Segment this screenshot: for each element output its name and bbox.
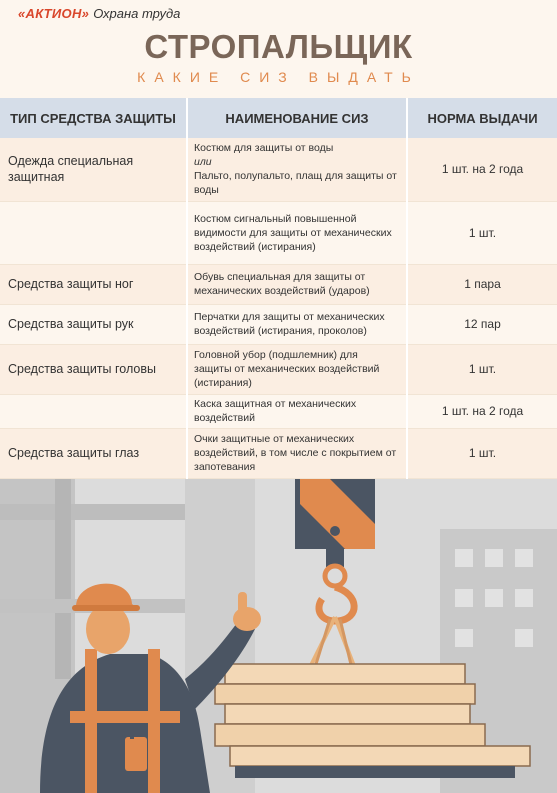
cell-type: Средства защиты головы: [0, 344, 187, 394]
brand-subtitle: Охрана труда: [93, 6, 181, 21]
rigger-lifting-illustration: [0, 479, 557, 793]
table-row: [0, 394, 557, 428]
column-header-name: НАИМЕНОВАНИЕ СИЗ: [187, 98, 407, 138]
column-header-type: ТИП СРЕДСТВА ЗАЩИТЫ: [0, 98, 187, 138]
cell-type: Средства защиты рук: [0, 304, 187, 344]
cell-name: Головной убор (подшлемник) для защиты от механических воздействий (истирания): [187, 344, 407, 394]
cell-name: Перчатки для защиты от механических воздействий (истирания, проколов): [187, 304, 407, 344]
table-row: [0, 344, 557, 394]
cell-norm: 1 пара: [407, 264, 557, 304]
cell-norm: 1 шт.: [407, 201, 557, 264]
cell-norm: 12 пар: [407, 304, 557, 344]
cell-name: Каска защитная от механических воздействий: [187, 394, 407, 428]
table-header-row: [0, 98, 557, 138]
ppe-table: [0, 98, 557, 479]
cell-name: [187, 138, 407, 201]
page-title: СТРОПАЛЬЩИК: [144, 28, 413, 65]
cell-type: Средства защиты ног: [0, 264, 187, 304]
cell-name-option-a: Костюм для защиты от воды: [194, 142, 334, 155]
cell-norm: 1 шт.: [407, 428, 557, 478]
cell-type: [0, 394, 187, 428]
table-row: [0, 264, 557, 304]
illustration-rigger: [0, 479, 557, 793]
cell-type: Одежда специальная защитная: [0, 138, 187, 201]
page-subtitle: КАКИЕ СИЗ ВЫДАТЬ: [137, 69, 420, 85]
cell-norm: 1 шт.: [407, 344, 557, 394]
cell-name-option-b: Пальто, полупальто, плащ для защиты от воды: [194, 170, 397, 197]
table-row: [0, 428, 557, 478]
cell-name: Очки защитные от механических воздействий, в том числе с покрытием от запотевания: [187, 428, 407, 478]
page-header: [0, 0, 557, 97]
cell-name: Обувь специальная для защиты от механических воздействий (ударов): [187, 264, 407, 304]
table-row: [0, 138, 557, 201]
cell-name: Костюм сигнальный повышенной видимости для защиты от механических воздействий (истирания): [187, 201, 407, 264]
table-row: [0, 304, 557, 344]
cell-type: Средства защиты глаз: [0, 428, 187, 478]
cell-name-or: или: [194, 156, 212, 169]
column-header-norm: НОРМА ВЫДАЧИ: [407, 98, 557, 138]
table-row: [0, 201, 557, 264]
cell-norm: 1 шт. на 2 года: [407, 138, 557, 201]
cell-type: [0, 201, 187, 264]
cell-norm: 1 шт. на 2 года: [407, 394, 557, 428]
brand-name: «АКТИОН»: [18, 6, 90, 21]
logo: [18, 6, 180, 21]
